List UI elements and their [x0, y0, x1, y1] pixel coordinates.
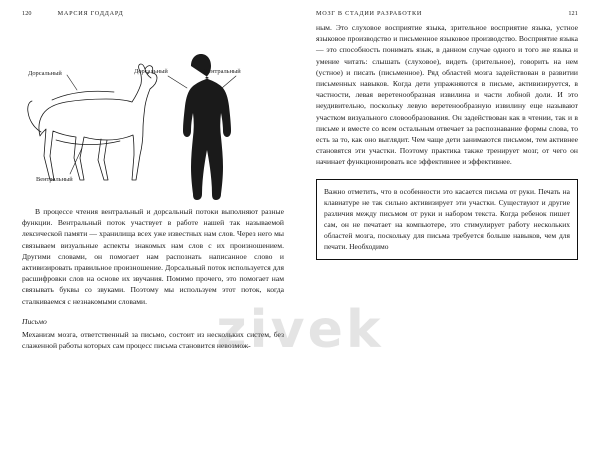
- watermark: zivek: [216, 300, 384, 360]
- right-page-number: 121: [568, 10, 578, 17]
- callout-text: Важно отметить, что в особенности это касается письма от руки. Печать на клавиатуре не так сильно активизирует эти участки. Существуют и другие различия между письмом от руки и набором текста. Когда ребенок пишет сам, он не печатает на компьютере, это стимулирует работу нескольких областей мозга, поскольку для письма требуется больше навыков, чем для печати. Необходимо: [324, 186, 570, 252]
- left-page-body-continued: [22, 329, 284, 351]
- right-running-header: [316, 10, 578, 22]
- figure-label-dog-ventral: Вентральный: [36, 176, 73, 183]
- left-running-header: [22, 10, 284, 22]
- figure-label-human-ventral: Вентральный: [204, 68, 241, 75]
- figure-label-human-dorsal: Дорсальный: [134, 68, 168, 75]
- figure-label-dog-dorsal: Дорсальный: [28, 70, 62, 77]
- right-page-body: [316, 22, 578, 168]
- right-page: [300, 0, 600, 475]
- paragraph: Механизм мозга, ответственный за письмо, состоит из нескольких систем, без слаженной работы которых сам процесс письма становится невозмож-: [22, 329, 284, 351]
- left-page-number: 120: [22, 10, 32, 17]
- anatomy-figure: [22, 28, 284, 206]
- left-page-body: [22, 206, 284, 307]
- paragraph: В процессе чтения вентральный и дорсальный потоки выполняют разные функции. Вентральный поток участвует в работе нашей так называемой лексической памяти — хранилища всех уже известных нам слов. Через него мы связываем визуальные аспекты знакомых нам слов с их произношением. Другими словами, он помогает нам распознать написанное слово и активизировать правильное произношение. Дорсальный поток используется для расшифровки слов на основе их звучания. Помимо прочего, это помогает нам связывать буквы со звуками. Поэтому мы используем этот поток, когда сталкиваемся с незнакомыми словами.: [22, 207, 284, 306]
- right-running-head-title: МОЗГ В СТАДИИ РАЗРАБОТКИ: [316, 10, 423, 17]
- left-running-head-title: МАРСИЯ ГОДДАРД: [57, 10, 124, 17]
- paragraph: ным. Это слуховое восприятие языка, зрительное восприятие языка, устное языковое производство и письменное языковое производство. Восприятие языка — это способность понимать язык, в данном случае одного и того же языка и умение читать: слышать (слуховое), видеть (зрительное), говорить на нем (устное) и писать (письменное). Ряд областей мозга задействован в развитии письменных навыков. Когда дети упражняются в письме, активизируется, в частности, левая веретенообразная извилина и части лобной доли. И это неудивительно, поскольку левую веретенообразную извилину еще называют участком визуального словообразования. Он задействован как в чтении, так и в письме и вместе со всем остальным отвечает за распознавание формы слова, то есть за то, как оно выглядит. Чем чаще дети занимаются письмом, тем активнее становятся эти участки. Поэтому практика также тренирует мозг, от чего он начинает функционировать все эффективнее и эффективнее.: [316, 23, 578, 167]
- subheading-writing: Письмо: [22, 316, 47, 326]
- callout-box: [316, 179, 578, 261]
